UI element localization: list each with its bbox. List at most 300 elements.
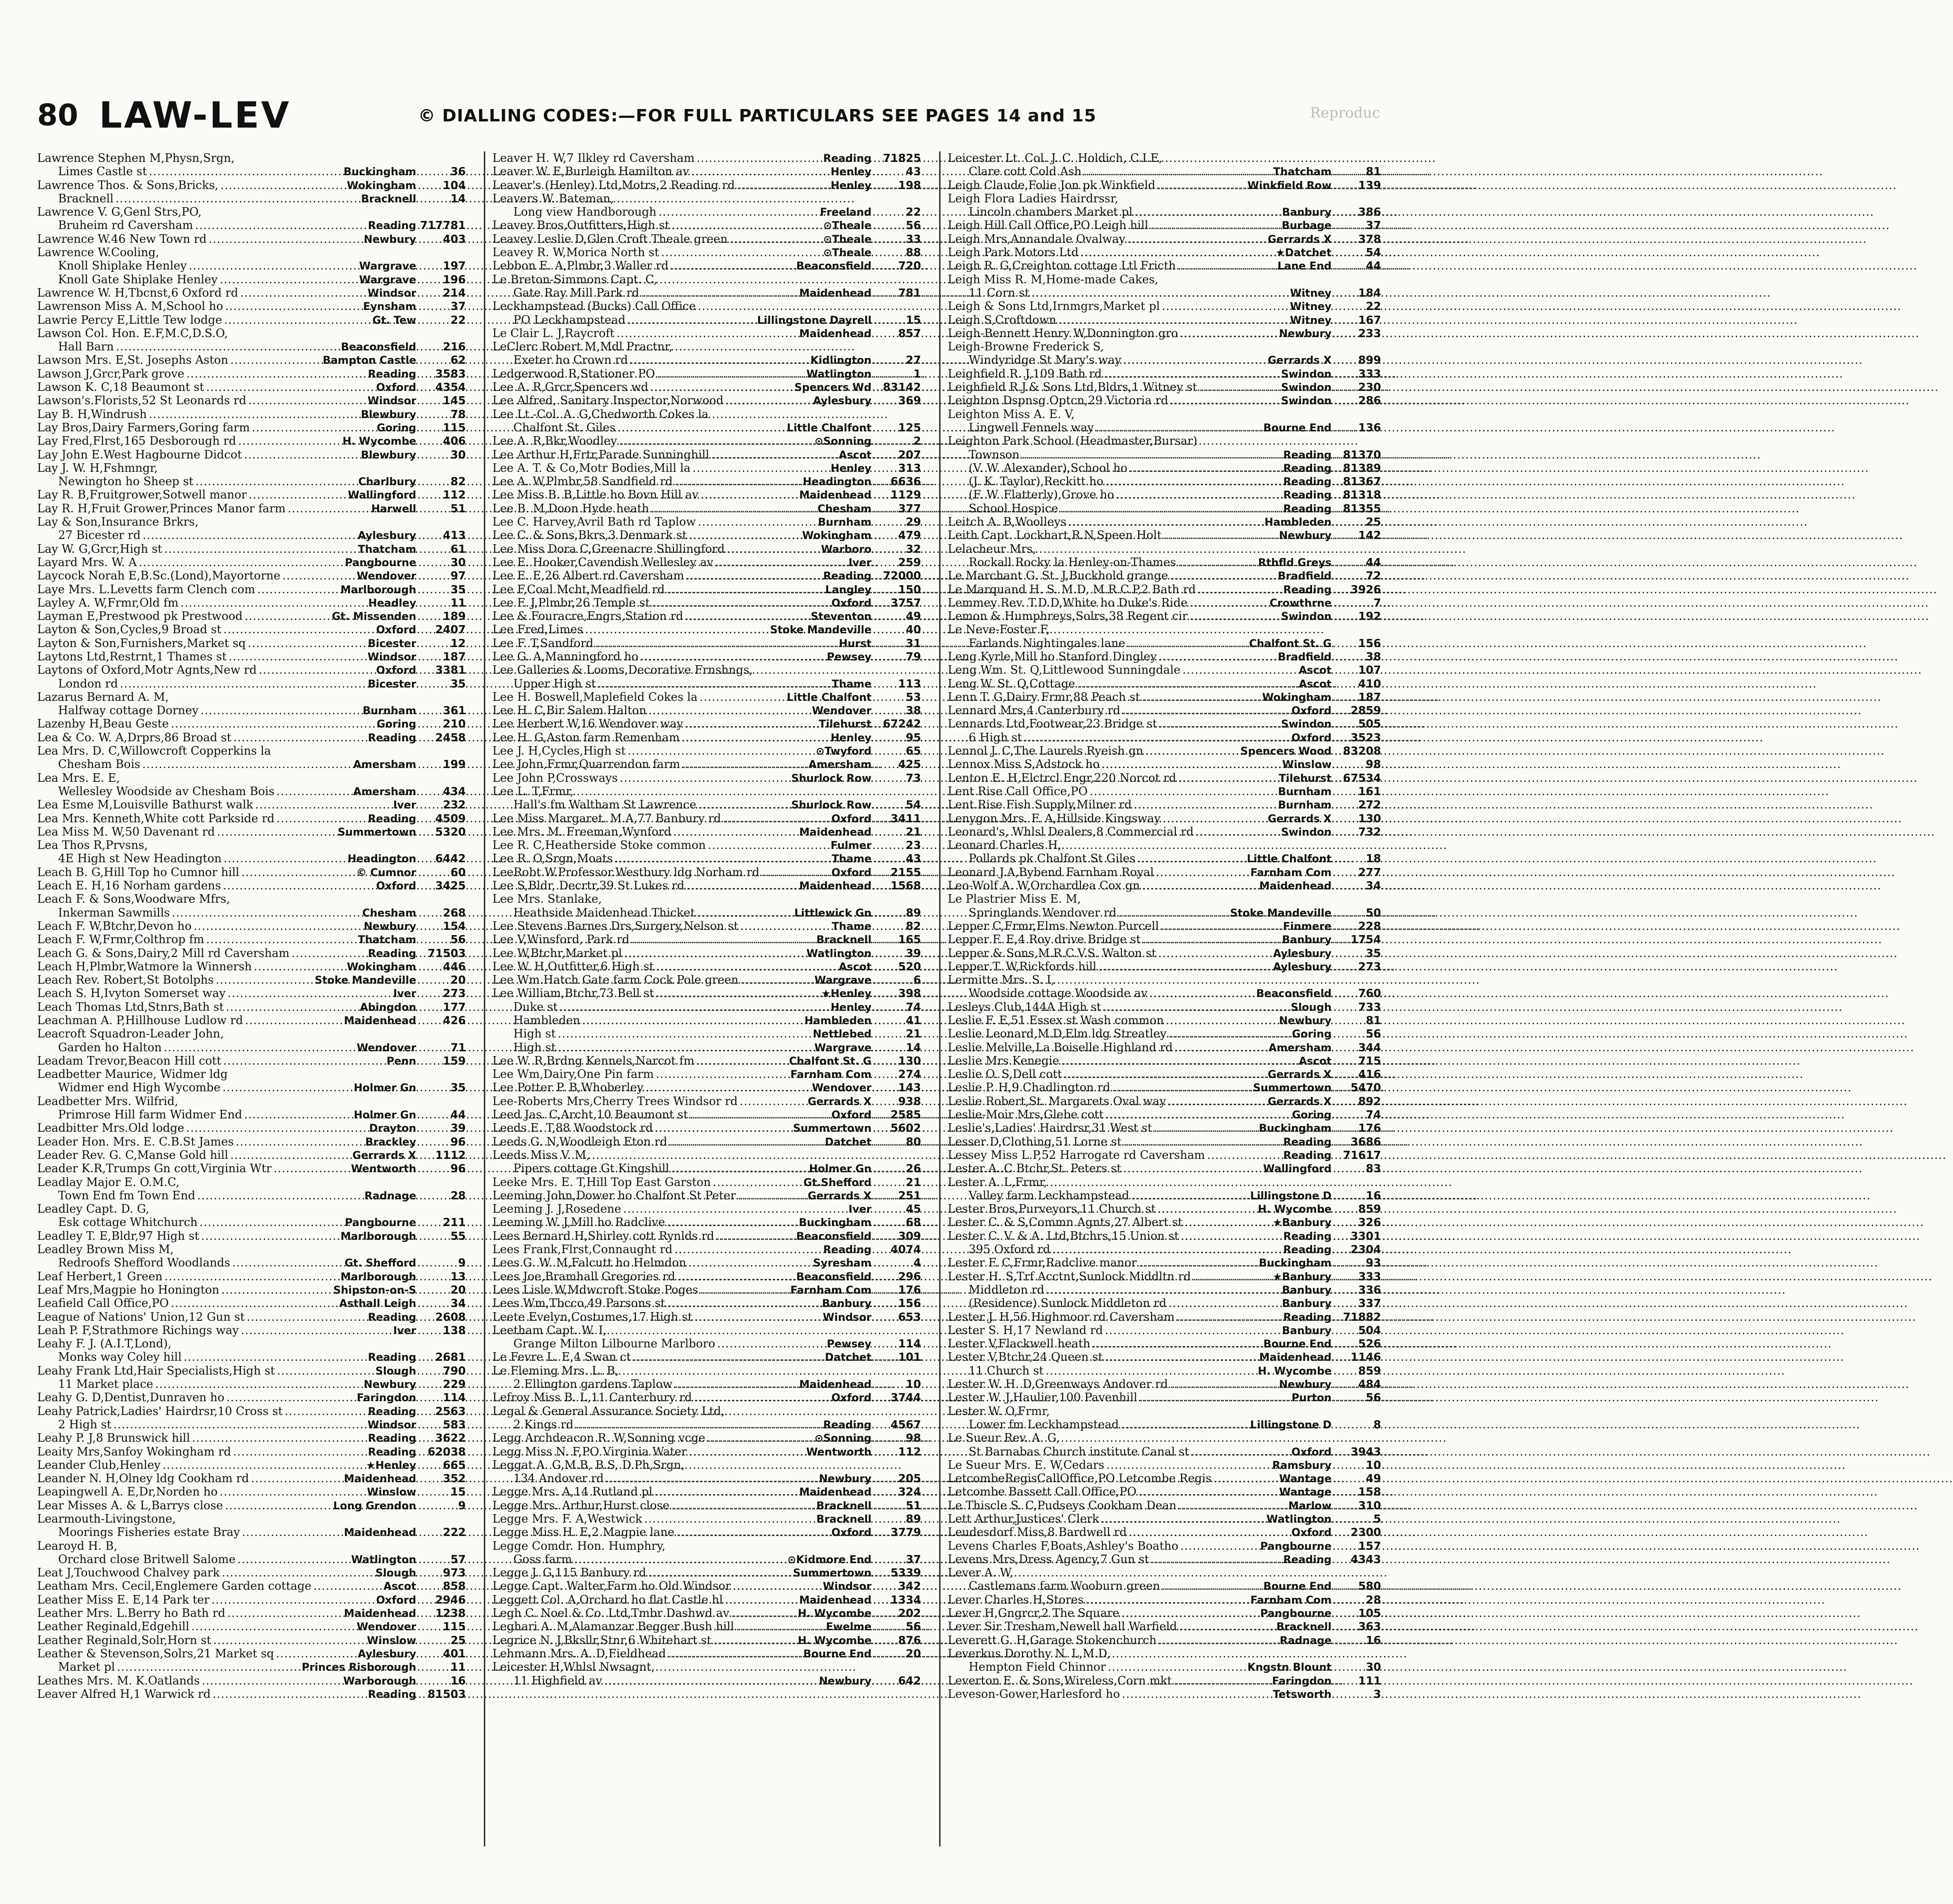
exchange-name: Asthall Leigh (339, 1298, 416, 1310)
leader-dots (1086, 1593, 1249, 1606)
leader-dots (713, 1634, 796, 1647)
entry-name: Leng W. St. Q,Cottage (948, 677, 1075, 690)
phone-number: 344 (1358, 1041, 1381, 1054)
leader-dots (221, 1566, 373, 1579)
entry-name: Lee V,Winsford, Park rd (492, 933, 630, 947)
phone-number: 273 (1358, 960, 1381, 973)
leader-dots (717, 1337, 825, 1350)
leader-dots (1213, 1472, 1277, 1485)
directory-entry (948, 771, 1381, 785)
entry-name: Leigh S,Croftdown (948, 313, 1057, 327)
phone-number: 2300 (1350, 1526, 1381, 1539)
entry-name: Lester H. S,Trf Acctnt,Sunlock Middltn rd (948, 1269, 1191, 1283)
entry-name: Lee Lt.-Col. A. G,Chedworth Cokes la (492, 407, 709, 421)
exchange-name: Newbury (1279, 530, 1332, 542)
phone-number: 3301 (1350, 1230, 1381, 1243)
directory-entry (492, 380, 921, 394)
phone-number: 526 (1358, 1338, 1381, 1351)
phone-number: 115 (442, 421, 466, 434)
directory-entry (948, 1270, 1381, 1283)
leader-dots (736, 1620, 824, 1633)
phone-number: 337 (1358, 1297, 1381, 1310)
entry-name: Newington ho Sheep st (58, 475, 194, 488)
entry-name: Leeming John,Dower ho Chalfont St Peter (492, 1188, 736, 1202)
phone-number: 68 (905, 1216, 921, 1229)
exchange-name: ⊙Sonning (814, 436, 871, 448)
leader-dots (1182, 663, 1297, 677)
exchange-name: Hambleden (1264, 517, 1332, 529)
leader-dots (192, 1431, 366, 1445)
directory-entry (37, 1634, 466, 1647)
exchange-name: Windsor (367, 1419, 416, 1431)
entry-name: Leghari A. M,Alamanzar Begger Bush hill (492, 1620, 734, 1634)
exchange-name: Abingdon (360, 1001, 416, 1014)
exchange-name: Burnham (1278, 799, 1332, 812)
directory-entry (492, 1283, 921, 1296)
directory-entry (492, 327, 921, 340)
exchange-name: Ascot (839, 449, 871, 461)
leader-dots (1116, 488, 1281, 501)
phone-number: 54 (1365, 247, 1381, 259)
phone-number: 2304 (1350, 1244, 1381, 1256)
exchange-name: Eynsham (363, 301, 416, 313)
directory-entry (492, 637, 921, 650)
phone-number: 3583 (435, 368, 466, 380)
directory-entry (948, 798, 1381, 811)
exchange-name: Goring (1292, 1109, 1332, 1122)
exchange-name: Kngstn Blount (1247, 1662, 1332, 1674)
phone-number: 55 (450, 1230, 466, 1243)
leader-dots (222, 1081, 352, 1094)
exchange-name: Wendover (356, 1042, 416, 1054)
directory-entry (37, 232, 466, 246)
directory-entry (37, 987, 466, 1000)
exchange-name: Princes Risborough (301, 1662, 416, 1674)
entry-name: Lester C. & S,Commn Agnts,27 Albert st (948, 1216, 1182, 1229)
leader-dots (1151, 1553, 1282, 1566)
directory-entry (948, 1472, 1381, 1485)
phone-number: 38 (1365, 650, 1381, 663)
exchange-name: Windsor (367, 651, 416, 663)
directory-entry (492, 960, 921, 973)
phone-number: 16 (1365, 1634, 1381, 1647)
directory-entry (492, 623, 921, 636)
directory-entry (492, 1539, 921, 1553)
phone-number: 114 (898, 1338, 921, 1351)
leader-dots (623, 1202, 846, 1216)
entry-name: Redroofs Shefford Woodlands (58, 1256, 230, 1270)
directory-entry (948, 515, 1381, 528)
exchange-name: Maidenhead (799, 287, 871, 299)
directory-entry (37, 717, 466, 730)
leader-dots (1122, 704, 1289, 717)
entry-name: Leather Mrs. L.Berry ho Bath rd (37, 1606, 226, 1620)
directory-entry (492, 569, 921, 582)
phone-number: 56 (1365, 1392, 1381, 1405)
leader-dots (738, 1189, 806, 1202)
directory-entry (492, 1566, 921, 1579)
directory-entry (492, 1148, 921, 1162)
exchange-name: Aylesbury (1273, 961, 1332, 973)
exchange-name: Summertown (793, 1567, 871, 1580)
directory-entry (492, 1525, 921, 1539)
entry-name: Legg Archdeacon R. W,Sonning vcge (492, 1431, 705, 1445)
directory-entry (948, 179, 1381, 192)
exchange-name: Wendover (356, 1621, 416, 1634)
leader-dots (731, 1606, 796, 1620)
phone-number: 81370 (1342, 449, 1381, 461)
entry-name: Leadley Capt. D. G, (37, 1202, 150, 1216)
entry-name: Lawson K. C,18 Beaumont st (37, 380, 204, 394)
exchange-name: Maidenhead (799, 880, 871, 893)
leader-dots (186, 1121, 367, 1135)
phone-number: 57 (450, 1553, 466, 1566)
entry-name: Lee F. T,Sandford (492, 636, 593, 650)
exchange-name: Beaconsfield (341, 341, 416, 354)
leader-dots (1083, 165, 1271, 178)
leader-dots (170, 717, 375, 730)
leader-dots (694, 1391, 830, 1404)
entry-name: Lever H,Gngrcr,2 The Square (948, 1606, 1120, 1620)
exchange-name: Charlbury (358, 476, 416, 488)
entry-name: Lee William,Btchr,73 Bell st (492, 987, 654, 1000)
leader-dots (1181, 1229, 1281, 1243)
directory-entry (492, 1095, 921, 1108)
entry-name: Lee Mrs. M. Freeman,Wynford (492, 825, 671, 838)
entry-name: Garden ho Halton (58, 1040, 162, 1054)
leader-dots (740, 1095, 806, 1108)
phone-number: 115 (442, 1621, 466, 1634)
exchange-name: Banbury (1282, 1298, 1332, 1310)
exchange-name: Farnham Com (1250, 1594, 1332, 1606)
leader-dots (276, 785, 351, 798)
entry-name: Lent Rise Fish Supply,Milner rd (948, 798, 1132, 812)
phone-number: 207 (898, 449, 921, 461)
exchange-name: Amersham (353, 759, 416, 771)
directory-entry (492, 650, 921, 663)
phone-number: 51 (450, 502, 466, 515)
phone-number: 216 (442, 341, 466, 354)
leader-dots (737, 179, 829, 192)
phone-number: 2681 (435, 1351, 466, 1364)
exchange-name: Brackley (365, 1136, 416, 1148)
entry-name: Leslie Robert,St. Margarets Oval way (948, 1094, 1166, 1108)
directory-column-3 (948, 151, 1381, 1701)
leader-dots (574, 1553, 785, 1566)
leader-dots (1159, 717, 1280, 730)
entry-name: Hambleden (513, 1014, 581, 1027)
phone-number: 4354 (435, 381, 466, 394)
directory-entry (492, 1458, 921, 1472)
phone-number: 139 (1358, 179, 1381, 192)
directory-entry (492, 690, 921, 704)
entry-name: Laytons of Oxford,Motr Agnts,New rd (37, 663, 257, 677)
exchange-name: Oxford (831, 813, 871, 825)
phone-number: 50 (1365, 907, 1381, 919)
exchange-name: Burnham (362, 705, 416, 718)
entry-name: Grange Milton Lilbourne Marlboro (513, 1337, 715, 1351)
directory-entry (37, 313, 466, 327)
entry-name: Lemmey Rev. T.D.D,White ho Duke's Ride (948, 596, 1188, 609)
entry-name: Leach F. W,Btchr,Devon ho (37, 919, 192, 933)
phone-number: 378 (1358, 233, 1381, 246)
leader-dots (1104, 367, 1279, 380)
entry-name: Lee W. R,Brdng Kennels,Narcot fm (492, 1054, 695, 1067)
page-number: 80 (37, 98, 79, 132)
exchange-name: Marlborough (340, 1230, 416, 1243)
directory-column-1 (37, 151, 466, 1701)
leader-dots (698, 798, 790, 811)
exchange-name: Nettlebed (812, 1028, 871, 1041)
leader-dots (667, 1296, 820, 1310)
entry-name: Lee R. O,Srgn,Moats (492, 852, 613, 866)
entry-name: 395 Oxford rd (969, 1243, 1051, 1256)
leader-dots (641, 286, 797, 299)
exchange-name: Fulmer (831, 840, 871, 852)
phone-number: 81367 (1342, 476, 1381, 488)
leader-dots (288, 502, 370, 515)
directory-entry (948, 690, 1381, 704)
entry-name: School Hospice (969, 501, 1058, 515)
entry-name: Lee Fred,Limes (492, 623, 583, 637)
entry-name: Leith Capt. Lockhart,R.N,Speen Holt (948, 528, 1162, 542)
directory-entry (492, 1014, 921, 1027)
directory-entry (948, 866, 1381, 879)
directory-entry (948, 1364, 1381, 1377)
phone-number: 324 (898, 1486, 921, 1499)
entry-name: Leavey Bros,Outfitters,High st (492, 219, 670, 232)
exchange-name: Spencers Wd (794, 382, 871, 394)
leader-dots (1105, 1350, 1258, 1364)
entry-name: Halfway cottage Dorney (58, 704, 199, 718)
entry-name: Lees Lisle W,Mdwcroft Stoke Poges (492, 1283, 699, 1296)
directory-entry (37, 340, 466, 353)
exchange-name: Syresham (813, 1257, 871, 1270)
exchange-name: Henley (831, 166, 871, 179)
exchange-name: Reading (823, 153, 871, 165)
phone-number: 49 (1365, 1473, 1381, 1485)
entry-name: High st (513, 1040, 556, 1054)
entry-name: Knoll Gate Shiplake Henley (58, 272, 218, 286)
directory-entry (37, 1283, 466, 1296)
entry-name: Lee Arthur H,Frtr,Parade Sunninghill (492, 448, 710, 461)
directory-entry (37, 650, 466, 663)
entry-name: Leather & Stevenson,Solrs,21 Market sq (37, 1646, 274, 1660)
phone-number: 2458 (435, 731, 466, 744)
directory-entry (948, 919, 1381, 933)
exchange-name: Datchet (825, 1352, 871, 1364)
entry-name: Ledgerwood R,Stationer PO (492, 367, 655, 380)
exchange-name: Reading (368, 1688, 416, 1701)
exchange-name: Iver (393, 1325, 416, 1337)
phone-number: 95 (905, 731, 921, 744)
directory-entry (492, 1216, 921, 1229)
phone-number: 167 (1358, 314, 1381, 327)
directory-entry (948, 327, 1381, 340)
directory-entry (948, 542, 1381, 556)
phone-number: 187 (442, 650, 466, 663)
leader-dots (656, 960, 837, 973)
entry-name: Lawson Col. Hon. E.F,M.C,D.S.O, (37, 326, 228, 340)
exchange-name: Banbury (1282, 934, 1332, 947)
directory-entry (492, 192, 921, 205)
directory-entry (948, 1539, 1381, 1553)
entry-name: Lehmann Mrs. A. D,Fieldhead (492, 1646, 666, 1660)
leader-dots (677, 1270, 794, 1283)
directory-entry (37, 434, 466, 448)
directory-entry (37, 1229, 466, 1243)
directory-entry (37, 906, 466, 919)
column-divider (484, 151, 485, 1846)
exchange-name: Beaconsfield (796, 260, 871, 273)
entry-name: Leitch A. B,Woolleys (948, 515, 1067, 529)
entry-name: Le Clair L. J,Raycroft (492, 326, 615, 340)
entry-name: Knoll Shiplake Henley (58, 259, 187, 273)
entry-name: Legge Mrs. Arthur,Hurst close (492, 1498, 670, 1512)
directory-entry (948, 1579, 1381, 1593)
phone-number: 145 (442, 395, 466, 408)
phone-number: 83 (1365, 1163, 1381, 1176)
phone-number: 96 (450, 1136, 466, 1148)
leader-dots (1105, 1108, 1290, 1121)
phone-number: 81 (1365, 166, 1381, 179)
entry-name: Farlands Nightingales lane (969, 636, 1125, 650)
directory-entry (948, 394, 1381, 407)
phone-number: 211 (442, 1216, 466, 1229)
exchange-name: Gerrards X (1268, 1069, 1332, 1081)
directory-entry (948, 475, 1381, 488)
phone-number: 5 (1373, 1513, 1381, 1525)
directory-entry (37, 1431, 466, 1445)
exchange-name: Aylesbury (813, 395, 871, 408)
directory-entry (37, 812, 466, 825)
leader-dots (1166, 1014, 1277, 1027)
entry-name: Leeds E. T,88 Woodstock rd (492, 1121, 653, 1135)
directory-entry (948, 744, 1381, 758)
phone-number: 309 (898, 1230, 921, 1243)
directory-entry (948, 1189, 1381, 1202)
exchange-name: Wantage (1279, 1486, 1332, 1499)
leader-dots (733, 1579, 821, 1593)
directory-entry (492, 1647, 921, 1660)
directory-entry (37, 960, 466, 973)
directory-entry (948, 1324, 1381, 1337)
directory-entry (948, 879, 1381, 892)
leader-dots (1123, 353, 1266, 367)
exchange-name: Bracknell (816, 1500, 871, 1512)
phone-number: 973 (442, 1567, 466, 1580)
directory-entry (492, 717, 921, 730)
phone-number: 426 (442, 1015, 466, 1027)
entry-name: Lennard Mrs,4 Canterbury rd (948, 704, 1121, 718)
exchange-name: Slough (375, 1567, 416, 1580)
entry-name: Lee Miss Margaret. M.A,77 Banbury rd (492, 811, 721, 825)
leader-dots (229, 650, 366, 663)
directory-entry (948, 987, 1381, 1000)
leader-dots (657, 367, 804, 380)
entry-name: Lea Mrs. Kenneth,White cott Parkside rd (37, 811, 275, 825)
phone-number: 20 (450, 1284, 466, 1296)
exchange-name: Farnham Com (790, 1069, 871, 1081)
exchange-name: Maidenhead (799, 1379, 871, 1391)
exchange-name: Swindon (1281, 395, 1332, 408)
leader-dots (244, 1108, 351, 1121)
directory-entry (948, 1418, 1381, 1431)
phone-number: 21 (905, 1176, 921, 1189)
leader-dots (1195, 825, 1279, 838)
entry-name: Lee John,Frmr,Quarrendon farm (492, 758, 681, 771)
leader-dots (1102, 758, 1280, 771)
phone-number: 62 (450, 354, 466, 367)
exchange-name: Bourne End (1263, 1338, 1332, 1351)
entry-name: 2 Ellington gardens Taplow (513, 1377, 673, 1391)
directory-entry (492, 1553, 921, 1566)
exchange-name: ★Henley (821, 988, 871, 1000)
leader-dots (689, 528, 800, 542)
exchange-name: H. Wycombe (798, 1635, 871, 1647)
phone-number: 2946 (435, 1594, 466, 1606)
directory-entry (492, 798, 921, 811)
leader-dots (676, 1525, 830, 1539)
directory-entry (948, 1377, 1381, 1391)
entry-name: Lee Herbert W,16 Wendover way (492, 717, 683, 731)
leader-dots (730, 232, 821, 246)
phone-number: 154 (442, 920, 466, 933)
exchange-name: Oxford (831, 1109, 871, 1122)
directory-entry (948, 1081, 1381, 1094)
phone-number: 98 (905, 1432, 921, 1445)
leader-dots (1191, 1445, 1290, 1458)
entry-name: Town End fm Town End (58, 1188, 196, 1202)
phone-number: 653 (898, 1311, 921, 1324)
phone-number: 5470 (1350, 1082, 1381, 1095)
entry-name: Lees Frank,Flrst,Connaught rd (492, 1243, 673, 1256)
entry-name: Lee-Roberts Mrs,Cherry Trees Windsor rd (492, 1094, 738, 1108)
exchange-name: Newbury (819, 1473, 871, 1485)
phone-number: 142 (1358, 529, 1381, 542)
leader-dots (624, 947, 804, 960)
phone-number: 361 (442, 705, 466, 718)
leader-dots (230, 353, 320, 367)
entry-name: Lemon & Humphreys,Solrs,38 Regent cir (948, 609, 1188, 623)
directory-entry (948, 1647, 1381, 1660)
leader-dots (1190, 596, 1268, 609)
entry-name: Lee F. J,Plmbr,26 Temple st (492, 596, 650, 609)
exchange-name: Marlborough (340, 1271, 416, 1283)
directory-entry (37, 663, 466, 677)
exchange-name: Thatcham (358, 934, 416, 947)
directory-entry (492, 1027, 921, 1040)
leader-dots (172, 906, 361, 919)
exchange-name: Marlow (1288, 1500, 1332, 1512)
exchange-name: Gt. Missenden (331, 611, 416, 623)
exchange-name: Thame (831, 678, 871, 690)
directory-entry (37, 1176, 466, 1189)
leader-dots (1046, 1283, 1280, 1296)
entry-name: Leighton Park School (Headmaster,Bursar) (948, 434, 1198, 448)
phone-number: 434 (442, 785, 466, 798)
leader-dots (674, 1377, 797, 1391)
exchange-name: Reading (368, 220, 416, 232)
entry-name: Goss farm (513, 1552, 572, 1566)
entry-name: Lenygon Mrs. F. A,Hillside Kingsway (948, 811, 1161, 825)
exchange-name: Reading (1283, 584, 1332, 596)
directory-entry (948, 367, 1381, 380)
leader-dots (659, 205, 818, 219)
phone-number: 715 (1358, 1055, 1381, 1067)
directory-entry (37, 1296, 466, 1310)
leader-dots (1118, 906, 1228, 919)
